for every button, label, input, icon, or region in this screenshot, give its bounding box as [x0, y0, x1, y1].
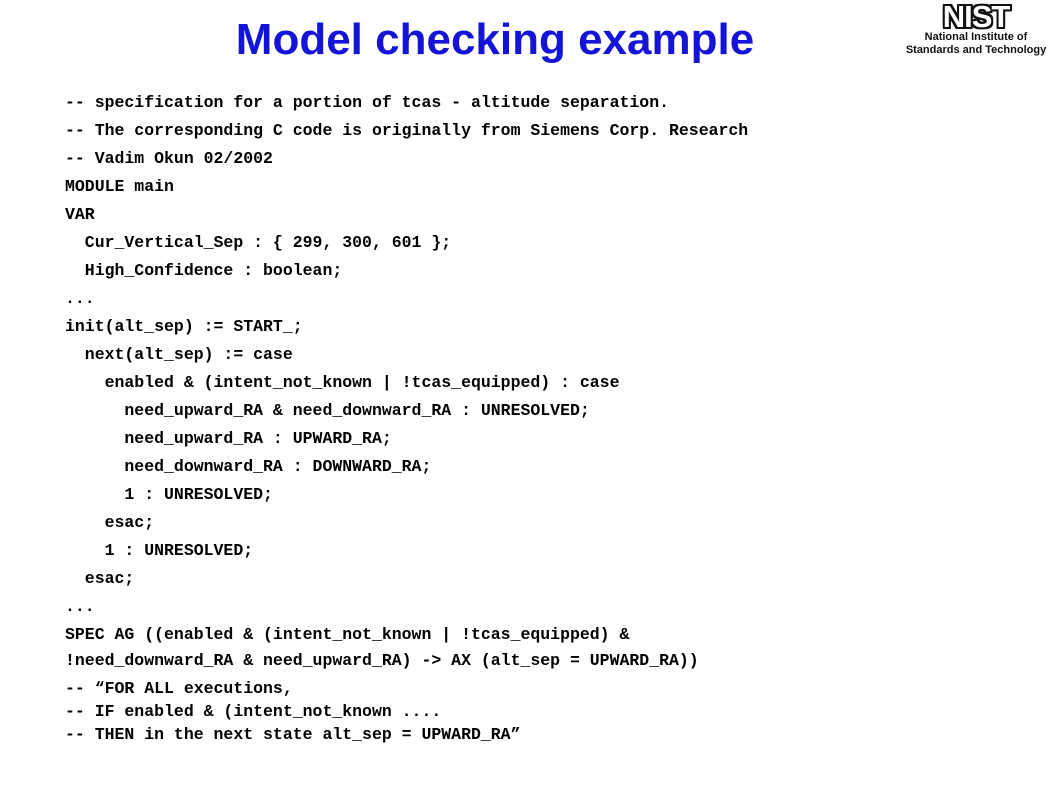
code-line: 1 : UNRESOLVED;: [65, 541, 254, 560]
code-line: SPEC AG ((enabled & (intent_not_known | !tcas_equipped) &: [65, 625, 630, 644]
code-line: init(alt_sep) := START_;: [65, 317, 303, 336]
code-line: esac;: [65, 513, 155, 532]
code-line: High_Confidence : boolean;: [65, 261, 343, 280]
code-line: VAR: [65, 205, 95, 224]
code-line: !need_downward_RA & need_upward_RA) -> AX (alt_sep = UPWARD_RA)): [65, 651, 699, 670]
nist-logo-mark: NIST: [942, 0, 1010, 34]
nist-logo-line-1: National Institute of: [924, 31, 1028, 43]
code-line: esac;: [65, 569, 135, 588]
code-line: ...: [65, 597, 95, 616]
code-line: -- THEN in the next state alt_sep = UPWARD_RA”: [65, 725, 521, 744]
code-line: -- specification for a portion of tcas - altitude separation.: [65, 93, 669, 112]
code-line: ...: [65, 289, 95, 308]
code-line: 1 : UNRESOLVED;: [65, 485, 273, 504]
code-line: -- IF enabled & (intent_not_known ....: [65, 702, 442, 721]
code-line: Cur_Vertical_Sep : { 299, 300, 601 };: [65, 233, 452, 252]
code-line: -- Vadim Okun 02/2002: [65, 149, 273, 168]
code-line: need_upward_RA & need_downward_RA : UNRESOLVED;: [65, 401, 590, 420]
code-line: -- The corresponding C code is originally from Siemens Corp. Research: [65, 121, 749, 140]
nist-logo-line-2: Standards and Technology: [905, 44, 1047, 56]
nist-logo: [897, 0, 1055, 65]
slide-title: Model checking example: [235, 15, 755, 64]
code-line: -- “FOR ALL executions,: [65, 679, 293, 698]
code-line: next(alt_sep) := case: [65, 345, 293, 364]
code-line: enabled & (intent_not_known | !tcas_equipped) : case: [65, 373, 620, 392]
code-line: need_upward_RA : UPWARD_RA;: [65, 429, 392, 448]
code-line: MODULE main: [65, 177, 174, 196]
code-line: need_downward_RA : DOWNWARD_RA;: [65, 457, 432, 476]
